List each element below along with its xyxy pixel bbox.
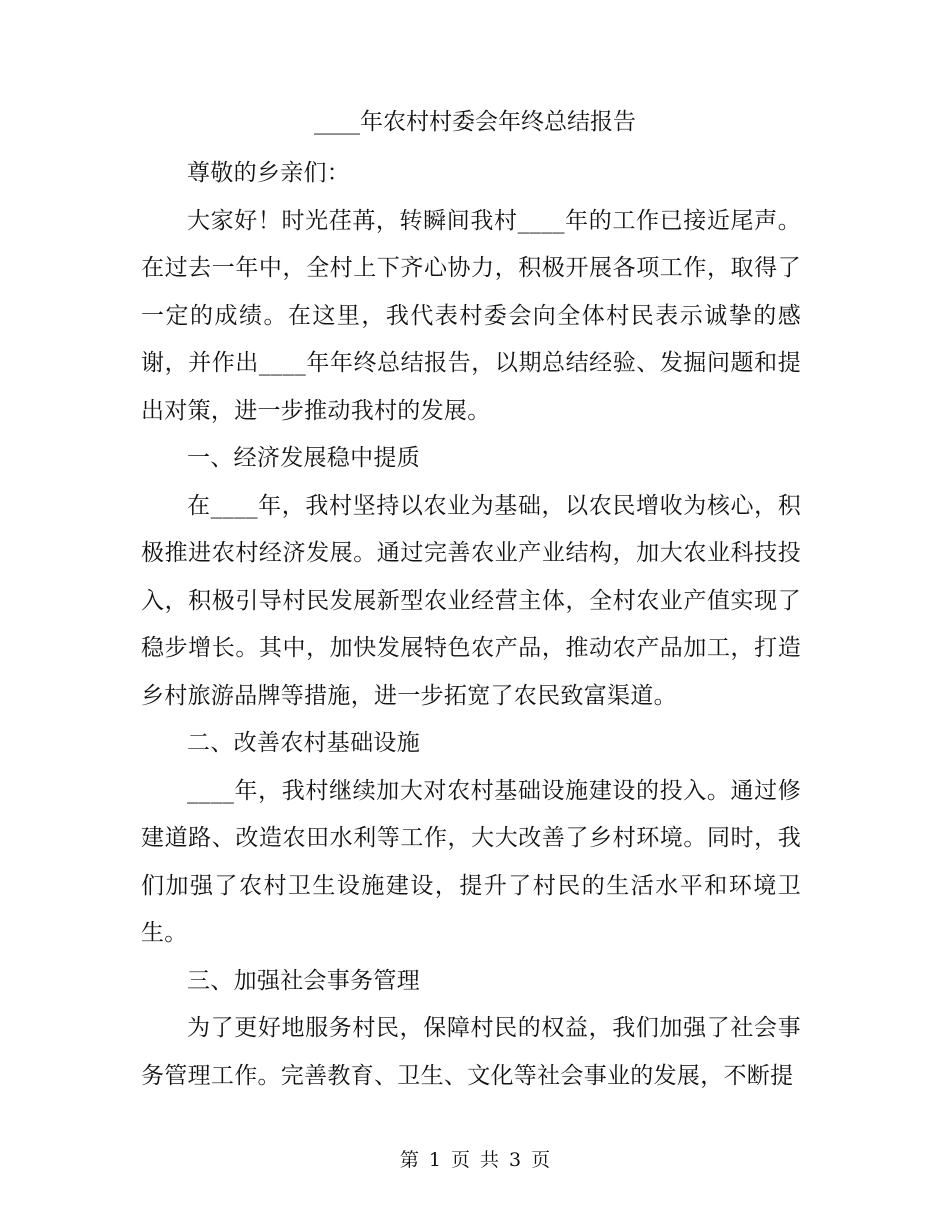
section-heading-economy: 一、经济发展稳中提质 xyxy=(187,445,420,471)
section-heading-infrastructure: 二、改善农村基础设施 xyxy=(187,730,420,756)
document-title: ____年农村村委会年终总结报告 xyxy=(314,109,636,135)
infrastructure-paragraph: ____年，我村继续加大对农村基础设施建设的投入。通过修建道路、改造农田水利等工作，大大改善了乡村环境。同时，我们加强了农村卫生设施建设，提升了村民的生活水平和环境卫生。 xyxy=(141,777,801,946)
social-affairs-paragraph: 为了更好地服务村民，保障村民的权益，我们加强了社会事务管理工作。完善教育、卫生、文化等社会事业的发展，不断提 xyxy=(141,1015,801,1089)
page-number-footer: 第 1 页 共 3 页 xyxy=(399,1149,551,1171)
salutation: 尊敬的乡亲们： xyxy=(187,160,351,186)
section-heading-social-affairs: 三、加强社会事务管理 xyxy=(187,967,420,994)
intro-paragraph: 大家好！时光荏苒，转瞬间我村____年的工作已接近尾声。在过去一年中，全村上下齐心协力，积极开展各项工作，取得了一定的成绩。在这里，我代表村委会向全体村民表示诚挚的感谢，并作出____年年终总结报告，以期总结经验、发掘问题和提出对策，进一步推动我村的发展。 xyxy=(141,207,801,424)
document-body xyxy=(141,150,801,1100)
economy-paragraph: 在____年，我村坚持以农业为基础，以农民增收为核心，积极推进农村经济发展。通过完善农业产业结构，加大农业科技投入，积极引导村民发展新型农业经营主体，全村农业产值实现了稳步增长。其中，加快发展特色农产品，推动农产品加工，打造乡村旅游品牌等措施，进一步拓宽了农民致富渠道。 xyxy=(141,492,801,709)
